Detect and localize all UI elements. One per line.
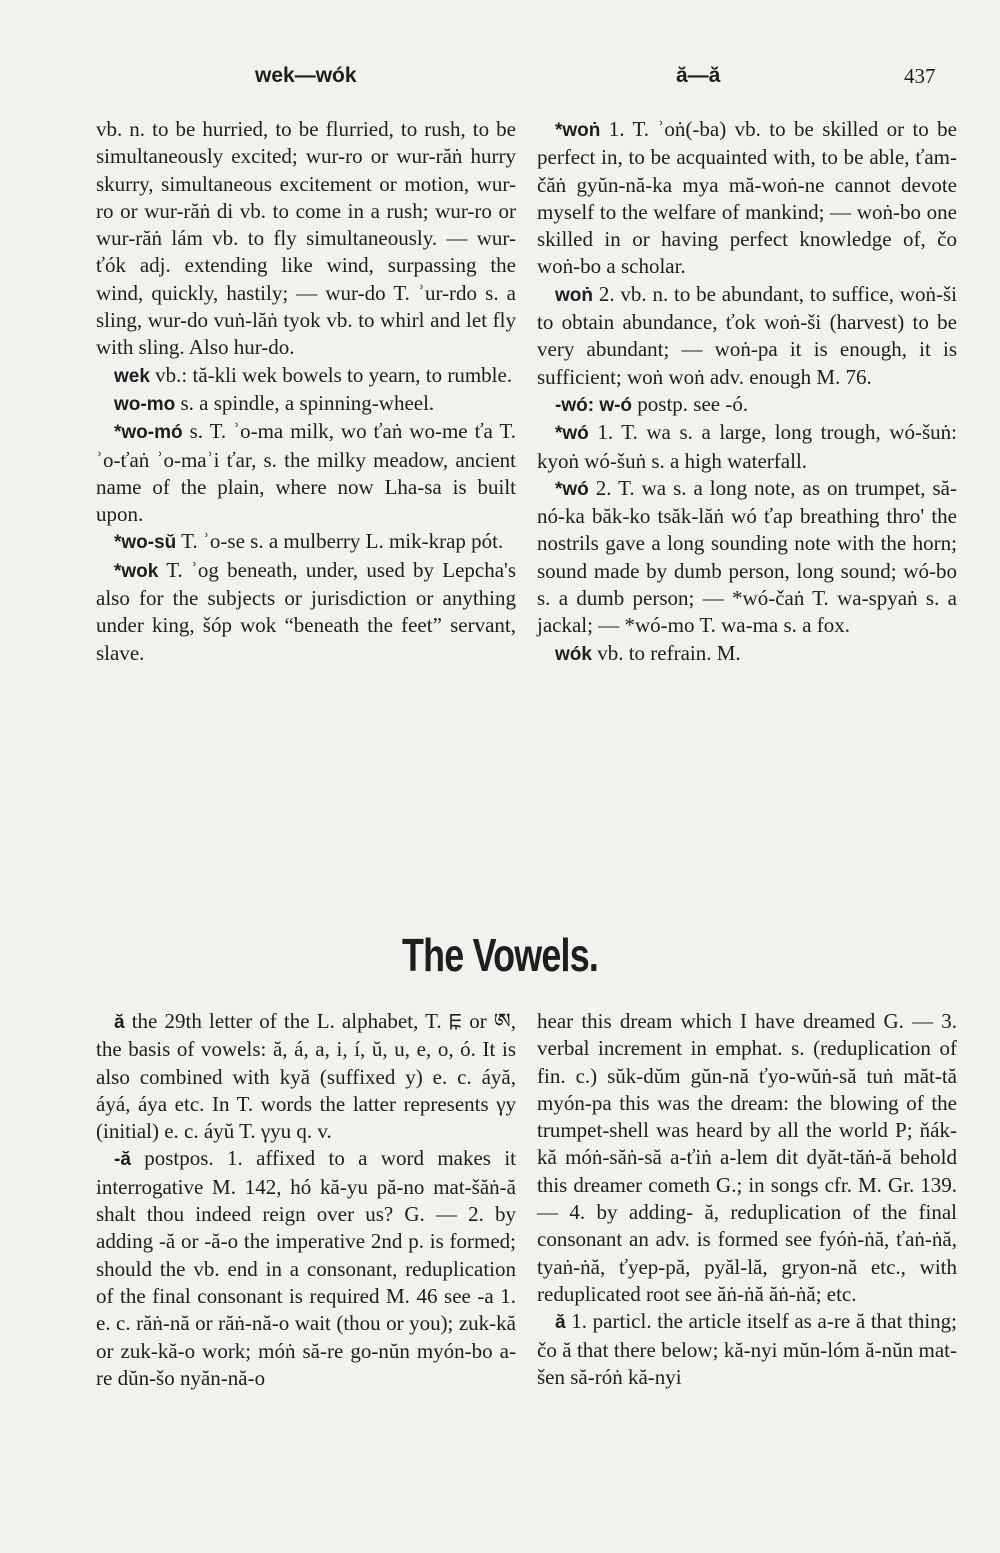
entry-definition: s. a spindle, a spinning-wheel. [175, 390, 435, 415]
entry-definition: T. ʾog beneath, under, used by Lepcha's also for the subjects or jurisdiction or anything under king, šóp wok “beneath the feet” servant, slave. [96, 557, 516, 665]
entry-headword: ă [114, 1012, 125, 1033]
entry-headword: wók [555, 643, 592, 665]
entry-headword: *wok [114, 560, 159, 582]
entry-definition: hear this dream which I have dreamed G. — 3. verbal increment in emphat. s. (reduplication of fin. c.) sŭk-dŭm gŭn-nă ťyo-wŭṅ-să tuṅ măt-tă myón-pa this was the dream: the blowing of the trumpet-shell was heard by all the world P; ňák-kă móṅ-săṅ-să a-ťiṅ a-lem dit dyăt-tăṅ-ă behold this dreamer cometh G.; in songs cfr. M. Gr. 139. — 4. by adding- ă, reduplication of the final consonant an adv. is formed see fyóṅ-ṅă, ťaṅ-ṅă, tyaṅ-ṅă, ťyep-pă, pyăl-lă, gryon-nă etc., with reduplicated root see ăṅ-ṅă ăṅ-ṅă; etc. [537, 1009, 957, 1306]
dictionary-entry [537, 391, 957, 419]
entry-definition: vb.: tă-kli wek bowels to yearn, to rumble. [149, 362, 513, 387]
dictionary-entry [537, 281, 957, 391]
page-number: 437 [904, 64, 936, 88]
dictionary-entry [96, 1008, 516, 1145]
entry-headword: ă [555, 1312, 566, 1334]
entry-definition: postp. see -ó. [632, 391, 749, 416]
running-head-center: ă—ă [676, 64, 721, 87]
dictionary-entry [96, 528, 516, 556]
entry-headword: *wo-mó [114, 422, 183, 444]
column-bottom-right [537, 1008, 957, 1391]
column-top-left [96, 116, 516, 667]
entry-definition: 1. particl. the article itself as a-re ă that thing; čo ă that there below; kă-nyi mŭn-lóm ă-nŭn mat-šen să-róṅ kă-nyi [537, 1309, 957, 1389]
entry-definition: 2. T. wa s. a long note, as on trumpet, să-nó-ka băk-ko tsăk-lăṅ wó ťap breathing thro' the nostrils gave a long sounding note with the horn; sound made by dumb person, long sound; wó-bo s. a dumb person; — *wó-čaṅ T. wa-spyaṅ s. a jackal; — *wó-mo T. wa-ma s. a fox. [537, 475, 957, 638]
entry-headword: wo-mo [114, 393, 176, 415]
entry-definition: 1. T. ʾoṅ(-ba) vb. to be skilled or to be perfect in, to be acquainted with, to be able, ťam-čăṅ gyŭn-nă-ka mya mă-woṅ-ne cannot devote myself to the welfare of mankind; — woṅ-bo one skilled in or having perfect knowledge of, čo woṅ-bo a scholar. [537, 117, 957, 279]
dictionary-entry [537, 116, 957, 281]
entry-definition: s. T. ʾo-ma milk, wo ťaṅ wo-me ťa T. ʾo-ťaṅ ʾo-maʾi ťar, s. the milky meadow, ancient name of the plain, where now Lha-sa is built upon. [96, 419, 516, 527]
column-bottom-left [96, 1008, 516, 1392]
entry-headword: wek [114, 365, 150, 387]
entry-headword: *wó [555, 478, 589, 500]
entry-definition: postpos. 1. affixed to a word makes it interrogative M. 142, hó kă-yu pă-no mat-šăṅ-ă shalt thou indeed reign over us? G. — 2. by adding -ă or -ă-o the imperative 2nd p. is formed; should the vb. end in a consonant, reduplication of the final consonant is required M. 46 see -a 1. e. c. răṅ-nă or răṅ-nă-o wait (thou or you); zuk-kă or zuk-kă-o work; móṅ să-re go-nŭn myón-bo a-re dŭn-šo nyăn-nă-o [96, 1146, 516, 1390]
entry-headword: *woṅ [555, 120, 601, 141]
dictionary-entry [96, 418, 516, 528]
entry-headword: *wó [555, 423, 589, 445]
entry-definition: the 29th letter of the L. alphabet, T. ꡀ or ཨ, the basis of vowels: ă, á, a, i, í, ŭ, u, e, o, ó. It is also combined with kyă (suffixed y) e. c. áyă, áyá, áya etc. In T. words the latter represents γy (initial) e. c. áyŭ T. γyu q. v. [96, 1009, 516, 1144]
entry-headword: -ă [114, 1149, 131, 1171]
entry-definition: 1. T. wa s. a large, long trough, wó-šuṅ: kyoṅ wó-šuṅ s. a high waterfall. [537, 420, 957, 473]
dictionary-entry [537, 640, 957, 668]
dictionary-entry [96, 362, 516, 390]
dictionary-entry [96, 390, 516, 418]
dictionary-entry [96, 557, 516, 667]
dictionary-entry [537, 475, 957, 640]
dictionary-entry [537, 1308, 957, 1391]
entry-definition: vb. to refrain. M. [591, 640, 741, 665]
section-title: The Vowels. [401, 929, 599, 981]
entry-headword: -wó: w-ó [555, 394, 633, 416]
entry-headword: *wo-sŭ [114, 532, 177, 554]
dictionary-entry [96, 116, 516, 362]
dictionary-entry [96, 1145, 516, 1392]
entry-definition: T. ʾo-se s. a mulberry L. mik-krap pót. [176, 529, 504, 554]
entry-headword: woṅ [555, 284, 593, 306]
dictionary-entry [537, 419, 957, 475]
running-head-left: wek—wók [255, 64, 357, 87]
dictionary-entry [537, 1008, 957, 1308]
entry-definition: 2. vb. n. to be abundant, to suffice, woṅ-ši to obtain abundance, ťok woṅ-ši (harvest) to be very abundant; — woṅ-pa it is enough, it is sufficient; woṅ woṅ adv. enough M. 76. [537, 281, 957, 389]
entry-definition: vb. n. to be hurried, to be flurried, to rush, to be simultaneously excited; wur-ro or wur-răṅ hurry skurry, simultaneous excitement or motion, wur-ro or wur-răṅ di vb. to come in a rush; wur-ro or wur-răṅ lám vb. to fly simultaneously. — wur-ťók adj. extending like wind, surpassing the wind, quickly, hastily; — wur-do T. ʾur-rdo s. a sling, wur-do vuṅ-lăṅ tyok vb. to whirl and let fly with sling. Also hur-do. [96, 117, 516, 360]
column-top-right [537, 116, 957, 668]
